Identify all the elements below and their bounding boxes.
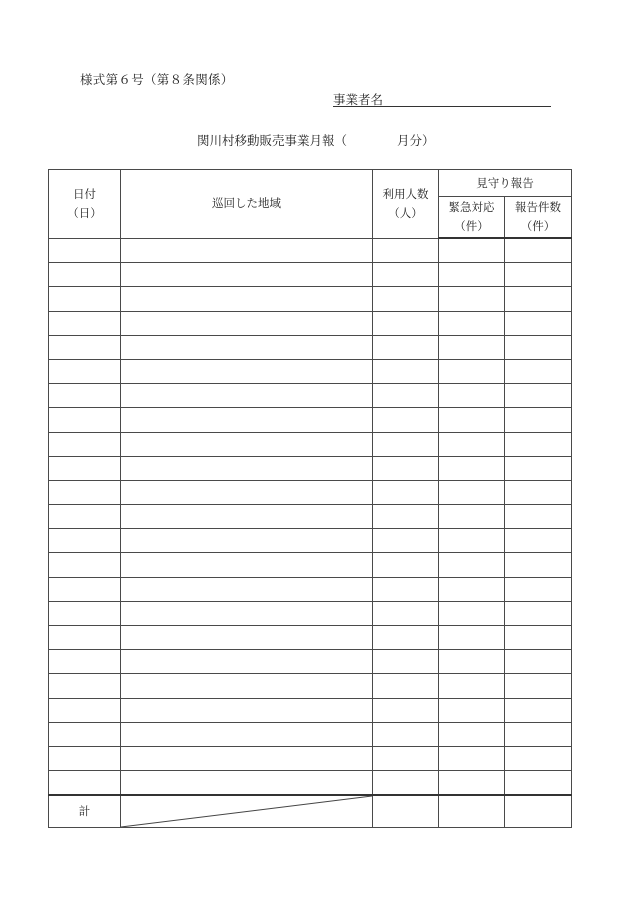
- table-row: [49, 335, 572, 359]
- cell-date[interactable]: [49, 238, 121, 263]
- total-report-count-cell[interactable]: [505, 795, 572, 828]
- operator-name-label: 事業者名: [333, 92, 384, 107]
- cell-date[interactable]: [49, 287, 121, 311]
- cell-report-count[interactable]: [505, 408, 572, 432]
- cell-users[interactable]: [373, 408, 439, 432]
- table-row: [49, 722, 572, 746]
- cell-report-count[interactable]: [505, 263, 572, 287]
- cell-area[interactable]: [121, 359, 373, 383]
- total-label: 計: [49, 795, 121, 828]
- cell-date[interactable]: [49, 384, 121, 408]
- cell-area[interactable]: [121, 408, 373, 432]
- table-row: [49, 601, 572, 625]
- table-row: [49, 359, 572, 383]
- cell-report-count[interactable]: [505, 311, 572, 335]
- cell-report-count[interactable]: [505, 626, 572, 650]
- cell-emergency[interactable]: [439, 335, 505, 359]
- table-row: [49, 746, 572, 770]
- cell-users[interactable]: [373, 746, 439, 770]
- report-title: 関川村移動販売事業月報（ 月分）: [197, 133, 435, 148]
- cell-emergency[interactable]: [439, 480, 505, 504]
- table-row: [49, 650, 572, 674]
- cell-area[interactable]: [121, 626, 373, 650]
- cell-emergency[interactable]: [439, 238, 505, 263]
- cell-area[interactable]: [121, 601, 373, 625]
- cell-users[interactable]: [373, 311, 439, 335]
- cell-report-count[interactable]: [505, 553, 572, 577]
- header-watch-report-label: 見守り報告: [476, 175, 534, 190]
- cell-emergency[interactable]: [439, 432, 505, 456]
- cell-emergency[interactable]: [439, 553, 505, 577]
- cell-users[interactable]: [373, 359, 439, 383]
- cell-date[interactable]: [49, 746, 121, 770]
- cell-users[interactable]: [373, 722, 439, 746]
- header-area-label: 巡回した地域: [212, 196, 281, 211]
- cell-users[interactable]: [373, 577, 439, 601]
- cell-report-count[interactable]: [505, 650, 572, 674]
- table-row: [49, 577, 572, 601]
- header-watch-report: [439, 170, 572, 197]
- cell-area[interactable]: [121, 287, 373, 311]
- table-row: [49, 505, 572, 529]
- cell-emergency[interactable]: [439, 505, 505, 529]
- table-row: [49, 698, 572, 722]
- header-users: [373, 170, 439, 239]
- cell-users[interactable]: [373, 674, 439, 698]
- cell-emergency[interactable]: [439, 311, 505, 335]
- header-area: [121, 170, 373, 239]
- header-report-count-unit: （件）: [520, 219, 556, 233]
- form-number: 様式第６号（第８条関係）: [80, 72, 234, 87]
- cell-date[interactable]: [49, 601, 121, 625]
- table-row: [49, 384, 572, 408]
- cell-area[interactable]: [121, 722, 373, 746]
- cell-date[interactable]: [49, 771, 121, 796]
- cell-area[interactable]: [121, 577, 373, 601]
- table-row: [49, 456, 572, 480]
- operator-name-field[interactable]: [333, 89, 551, 107]
- cell-date[interactable]: [49, 698, 121, 722]
- cell-report-count[interactable]: [505, 746, 572, 770]
- header-users-unit: （人）: [388, 205, 423, 220]
- cell-date[interactable]: [49, 263, 121, 287]
- cell-area[interactable]: [121, 505, 373, 529]
- table-row: [49, 674, 572, 698]
- table-row: [49, 311, 572, 335]
- cell-emergency[interactable]: [439, 408, 505, 432]
- cell-emergency[interactable]: [439, 626, 505, 650]
- cell-date[interactable]: [49, 359, 121, 383]
- cell-emergency[interactable]: [439, 287, 505, 311]
- cell-area[interactable]: [121, 263, 373, 287]
- cell-report-count[interactable]: [505, 238, 572, 263]
- cell-report-count[interactable]: [505, 505, 572, 529]
- cell-report-count[interactable]: [505, 335, 572, 359]
- cell-report-count[interactable]: [505, 529, 572, 553]
- cell-users[interactable]: [373, 238, 439, 263]
- cell-report-count[interactable]: [505, 722, 572, 746]
- table-row: [49, 771, 572, 796]
- cell-area[interactable]: [121, 384, 373, 408]
- diagonal-line: [121, 796, 372, 827]
- cell-users[interactable]: [373, 553, 439, 577]
- header-emergency-unit: （件）: [454, 219, 489, 233]
- cell-emergency[interactable]: [439, 529, 505, 553]
- cell-date[interactable]: [49, 408, 121, 432]
- table-row: [49, 626, 572, 650]
- cell-area[interactable]: [121, 335, 373, 359]
- cell-emergency[interactable]: [439, 601, 505, 625]
- table-row: [49, 263, 572, 287]
- header-users-label: 利用人数: [382, 186, 429, 201]
- cell-emergency[interactable]: [439, 359, 505, 383]
- cell-emergency[interactable]: [439, 577, 505, 601]
- header-report-count-label: 報告件数: [515, 200, 561, 214]
- cell-date[interactable]: [49, 335, 121, 359]
- table-row: [49, 432, 572, 456]
- cell-users[interactable]: [373, 505, 439, 529]
- total-users-cell[interactable]: [373, 795, 439, 828]
- cell-area[interactable]: [121, 311, 373, 335]
- cell-date[interactable]: [49, 456, 121, 480]
- cell-date[interactable]: [49, 311, 121, 335]
- cell-area[interactable]: [121, 771, 373, 796]
- cell-area[interactable]: [121, 674, 373, 698]
- table-row: [49, 529, 572, 553]
- cell-area[interactable]: [121, 553, 373, 577]
- cell-report-count[interactable]: [505, 771, 572, 796]
- cell-date[interactable]: [49, 529, 121, 553]
- total-row: [49, 795, 572, 828]
- cell-users[interactable]: [373, 456, 439, 480]
- cell-emergency[interactable]: [439, 722, 505, 746]
- cell-area[interactable]: [121, 238, 373, 263]
- cell-users[interactable]: [373, 529, 439, 553]
- cell-date[interactable]: [49, 432, 121, 456]
- cell-emergency[interactable]: [439, 698, 505, 722]
- cell-date[interactable]: [49, 505, 121, 529]
- cell-emergency[interactable]: [439, 650, 505, 674]
- table-row: [49, 238, 572, 263]
- monthly-report-table: [48, 169, 572, 828]
- cell-area[interactable]: [121, 650, 373, 674]
- cell-date[interactable]: [49, 577, 121, 601]
- cell-report-count[interactable]: [505, 674, 572, 698]
- header-date-label: 日付: [73, 186, 96, 201]
- cell-emergency[interactable]: [439, 456, 505, 480]
- table-row: [49, 408, 572, 432]
- cell-report-count[interactable]: [505, 698, 572, 722]
- header-report-count: [505, 197, 572, 239]
- cell-users[interactable]: [373, 480, 439, 504]
- header-emergency-label: 緊急対応: [448, 200, 495, 214]
- cell-users[interactable]: [373, 287, 439, 311]
- cell-users[interactable]: [373, 263, 439, 287]
- cell-users[interactable]: [373, 626, 439, 650]
- cell-emergency[interactable]: [439, 771, 505, 796]
- cell-date[interactable]: [49, 722, 121, 746]
- cell-area[interactable]: [121, 529, 373, 553]
- cell-users[interactable]: [373, 335, 439, 359]
- table-row: [49, 553, 572, 577]
- header-date: [49, 170, 121, 239]
- cell-report-count[interactable]: [505, 601, 572, 625]
- cell-date[interactable]: [49, 650, 121, 674]
- cell-date[interactable]: [49, 480, 121, 504]
- table-row: [49, 480, 572, 504]
- cell-area[interactable]: [121, 746, 373, 770]
- cell-area[interactable]: [121, 456, 373, 480]
- cell-date[interactable]: [49, 553, 121, 577]
- cell-area[interactable]: [121, 432, 373, 456]
- table-row: [49, 287, 572, 311]
- cell-users[interactable]: [373, 601, 439, 625]
- header-emergency: [439, 197, 505, 239]
- cell-emergency[interactable]: [439, 263, 505, 287]
- cell-date[interactable]: [49, 674, 121, 698]
- cell-date[interactable]: [49, 626, 121, 650]
- cell-report-count[interactable]: [505, 287, 572, 311]
- cell-users[interactable]: [373, 432, 439, 456]
- cell-users[interactable]: [373, 384, 439, 408]
- cell-report-count[interactable]: [505, 577, 572, 601]
- cell-report-count[interactable]: [505, 359, 572, 383]
- cell-emergency[interactable]: [439, 674, 505, 698]
- cell-report-count[interactable]: [505, 432, 572, 456]
- cell-emergency[interactable]: [439, 384, 505, 408]
- cell-users[interactable]: [373, 650, 439, 674]
- cell-report-count[interactable]: [505, 384, 572, 408]
- cell-users[interactable]: [373, 698, 439, 722]
- cell-emergency[interactable]: [439, 746, 505, 770]
- total-area-crossed-cell: [121, 795, 373, 828]
- header-date-unit: （日）: [67, 205, 102, 220]
- cell-area[interactable]: [121, 698, 373, 722]
- cell-report-count[interactable]: [505, 480, 572, 504]
- cell-users[interactable]: [373, 771, 439, 796]
- cell-report-count[interactable]: [505, 456, 572, 480]
- cell-area[interactable]: [121, 480, 373, 504]
- total-emergency-cell[interactable]: [439, 795, 505, 828]
